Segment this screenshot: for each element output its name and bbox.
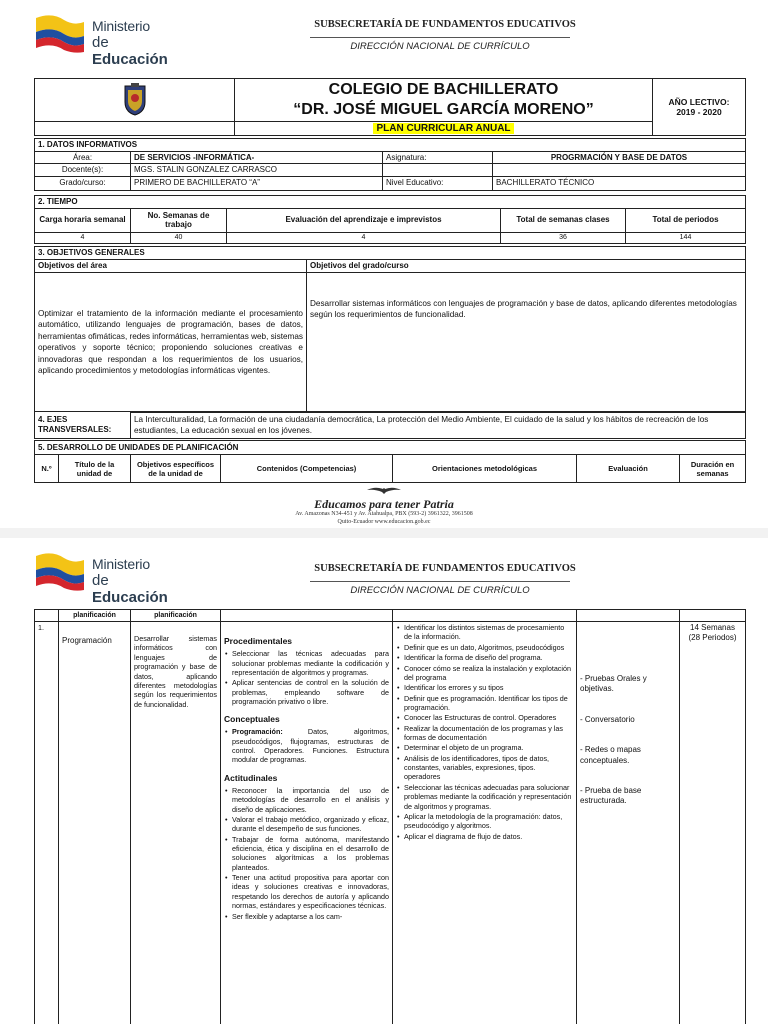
asignatura-value: PROGRMACIÓN Y BASE DE DATOS — [493, 151, 746, 164]
list-item: • Reconocer la importancia del uso de metodologías de desarrollo en el análisis y diseño de aplicaciones. — [224, 786, 389, 814]
page-separator — [0, 528, 768, 538]
list-item: • Trabajar de forma autónoma, manifestando eficiencia, ética y disciplina en el desarrollo de soluciones algorítmicas a los problemas planteados. — [224, 835, 389, 872]
conceptuales-list — [224, 727, 389, 764]
unit-duration — [680, 622, 746, 1024]
list-item: • Aplicar sentencias de control en la solución de problemas, empleando software de programación privativo o libre. — [224, 678, 389, 706]
orientaciones-list — [396, 623, 573, 841]
unit-objectives: Desarrollar sistemas informáticos con lenguajes de programación y base de datos, aplicando diferentes metodologías según los requerimientos de funcionalidad. — [131, 622, 221, 1024]
ecuador-flag-icon — [34, 550, 86, 592]
list-item: • Realizar la documentación de los programas y las formas de documentación — [396, 724, 573, 743]
plan-title-cell — [235, 122, 653, 136]
desarrollo-header-evaluacion: Evaluación — [577, 455, 680, 483]
objetivos-area-text: Optimizar el tratamiento de la información mediante el procesamiento automático, utilizando lenguajes de programación, bases de datos, herramientas ofimáticas, redes informáticas, herramientas web, sistemas operativos y soporte técnico; proponiendo soluciones creativas e innovadoras que respondan a los requerimientos de los usuarios, aplicando procedimientos y metodologías informáticas vigentes. — [35, 272, 307, 412]
cont-header-objetivos: planificación — [131, 610, 221, 622]
procedimentales-title: Procedimentales — [224, 636, 293, 647]
nivel-label: Nivel Educativo: — [383, 176, 493, 190]
ecuador-flag-icon — [34, 12, 86, 54]
list-item: • Seleccionar las técnicas adecuadas para solucionar problemas mediante la codificación y representación de algoritmos y programas. — [224, 649, 389, 677]
list-item: • Definir que es programación. Identificar los tipos de programación. — [396, 694, 573, 713]
tiempo-header-total-semanas: Total de semanas clases — [501, 208, 626, 232]
ministerio-logo-page2 — [34, 548, 184, 606]
procedimentales-list — [224, 649, 389, 706]
ejes-text: La Interculturalidad, La formación de una ciudadanía democrática, La protección del Medio Ambiente, El cuidado de la salud y los hábitos de recreación de los estudiantes, La educación sexual en los jóvenes. — [131, 412, 746, 439]
evaluation-item: - Prueba de base estructurada. — [580, 786, 642, 806]
tiempo-table — [34, 195, 746, 244]
unit-contents — [221, 622, 393, 1024]
school-crest-icon — [122, 82, 148, 116]
evaluation-item: - Conversatorio — [580, 714, 635, 724]
list-item: • Ser flexible y adaptarse a los cam- — [224, 912, 389, 921]
datos-informativos-table — [34, 138, 746, 191]
grado-value: PRIMERO DE BACHILLERATO “A” — [131, 176, 383, 190]
desarrollo-header-orientaciones: Orientaciones metodológicas — [393, 455, 577, 483]
desarrollo-header-objetivos: Objetivos específicos de la unidad de — [131, 455, 221, 483]
ano-lectivo-label: AÑO LECTIVO: — [668, 96, 730, 107]
duration-periods: (28 Periodos) — [688, 633, 737, 643]
list-item: • Identificar los distintos sistemas de procesamiento de la información. — [396, 623, 573, 642]
title-table — [34, 78, 746, 136]
logo-text-line2: de Educación — [92, 34, 168, 68]
school-name-line1: COLEGIO DE BACHILLERATO — [328, 81, 559, 98]
evaluation-item: - Pruebas Orales y objetivas. — [580, 674, 647, 694]
ano-lectivo-cell — [653, 79, 746, 136]
logo-text-line1: Ministerio — [92, 556, 150, 572]
objetivos-area-header: Objetivos del área — [35, 259, 307, 272]
ejes-table — [34, 411, 746, 439]
footer-address-line2: Quito-Ecuador www.educacion.gob.ec — [337, 518, 431, 525]
tiempo-header-total-periodos: Total de periodos — [626, 208, 746, 232]
list-item: • Programación: Datos, algoritmos, pseudocódigos, flujogramas, estructuras de control. Operadores. Funciones. Estructura modular de programas. — [224, 727, 389, 764]
grado-label: Grado/curso: — [35, 176, 131, 190]
ano-lectivo-value: 2019 - 2020 — [676, 107, 722, 117]
subsecretaria-heading: SUBSECRETARÍA DE FUNDAMENTOS EDUCATIVOS — [314, 19, 576, 30]
school-name-line2: “DR. JOSÉ MIGUEL GARCÍA MORENO” — [293, 101, 594, 118]
section-tiempo: 2. TIEMPO — [35, 196, 746, 209]
school-crest-cell — [35, 79, 235, 122]
direccion-heading: DIRECCIÓN NACIONAL DE CURRÍCULO — [310, 37, 570, 52]
logo-text-line2: de Educación — [92, 572, 168, 606]
unit-row — [35, 622, 746, 1024]
tiempo-value-semanas: 40 — [131, 232, 227, 243]
docente-value: MGS. STALIN GONZALEZ CARRASCO — [131, 164, 383, 177]
section-datos-informativos: 1. DATOS INFORMATIVOS — [35, 139, 746, 152]
logo-text-line1: Ministerio — [92, 18, 150, 34]
duration-weeks: 14 Semanas — [690, 623, 735, 633]
cont-header-titulo: planificación — [59, 610, 131, 622]
footer-slogan: Educamos para tener Patria — [314, 497, 454, 511]
plan-title: PLAN CURRICULAR ANUAL — [373, 123, 513, 134]
desarrollo-header-contenidos: Contenidos (Competencias) — [221, 455, 393, 483]
list-item: • Seleccionar las técnicas adecuadas para solucionar problemas mediante la codificación y representación de algoritmos y programas. — [396, 783, 573, 811]
desarrollo-header-titulo: Título de la unidad de — [59, 455, 131, 483]
ministerio-logo — [34, 10, 184, 68]
nivel-value: BACHILLERATO TÉCNICO — [493, 176, 746, 190]
tiempo-value-carga: 4 — [35, 232, 131, 243]
objetivos-grado-text: Desarrollar sistemas informáticos con lenguajes de programación y base de datos, aplicando diferentes metodologías según los requerimientos de funcionalidad. — [307, 272, 746, 412]
footer-address — [200, 511, 568, 526]
unit-title: Programación — [59, 622, 131, 1024]
unit-number: 1. — [35, 622, 59, 1024]
list-item: • Tener una actitud propositiva para aportar con ideas y soluciones creativas e innovadoras, respetando los derechos de autoría y aplicando normas, estándares y especificaciones técnicas. — [224, 873, 389, 910]
list-item: • Análisis de los identificadores, tipos de datos, constantes, variables, expresiones, tipos. operadores — [396, 754, 573, 782]
evaluation-item: - Redes o mapas conceptuales. — [580, 745, 641, 765]
docente-label: Docente(s): — [35, 164, 131, 177]
tiempo-header-carga: Carga horaria semanal — [35, 208, 131, 232]
tiempo-header-evaluacion: Evaluación del aprendizaje e imprevistos — [227, 208, 501, 232]
list-item: • Determinar el objeto de un programa. — [396, 743, 573, 752]
list-item: • Aplicar la metodología de la programación: datos, pseudocódigo y algoritmos. — [396, 812, 573, 831]
desarrollo-table — [34, 440, 746, 483]
list-item: • Definir que es un dato, Algoritmos, pseudocódigos — [396, 643, 573, 652]
tiempo-value-total-periodos: 144 — [626, 232, 746, 243]
objetivos-grado-header: Objetivos del grado/curso — [307, 259, 746, 272]
condor-emblem-icon — [366, 485, 402, 495]
tiempo-header-semanas: No. Semanas de trabajo — [131, 208, 227, 232]
school-name-cell — [235, 79, 653, 122]
section-objetivos: 3. OBJETIVOS GENERALES — [35, 247, 746, 260]
actitudinales-list — [224, 786, 389, 921]
unit-evaluation — [577, 622, 680, 1024]
section-desarrollo: 5. DESARROLLO DE UNIDADES DE PLANIFICACIÓN — [35, 441, 746, 455]
list-item: • Conocer las Estructuras de control. Operadores — [396, 713, 573, 722]
list-item: • Valorar el trabajo metódico, organizado y eficaz, durante el desempeño de sus funciones. — [224, 815, 389, 834]
actitudinales-title: Actitudinales — [224, 772, 278, 783]
unit-orientations — [393, 622, 577, 1024]
area-value: DE SERVICIOS -INFORMÁTICA- — [131, 151, 383, 164]
ejes-label: 4. EJES TRANSVERSALES: — [35, 412, 131, 439]
desarrollo-header-duracion: Duración en semanas — [680, 455, 746, 483]
list-item: • Identificar los errores y su tipos — [396, 683, 573, 692]
conceptuales-title: Conceptuales — [224, 714, 280, 725]
desarrollo-table-continued — [34, 609, 746, 1024]
tiempo-value-total-semanas: 36 — [501, 232, 626, 243]
subsecretaria-heading-page2: SUBSECRETARÍA DE FUNDAMENTOS EDUCATIVOS — [314, 563, 576, 574]
asignatura-label: Asignatura: — [383, 151, 493, 164]
desarrollo-header-num: N.º — [35, 455, 59, 483]
page-2 — [0, 538, 768, 1024]
footer-address-line1: Av. Amazonas N34-451 y Av. Atahualpa, PBX (593-2) 3961322, 3961508 — [295, 511, 473, 517]
tiempo-value-evaluacion: 4 — [227, 232, 501, 243]
area-label: Área: — [35, 151, 131, 164]
list-item: • Identificar la forma de diseño del programa. — [396, 653, 573, 662]
list-item: • Conocer cómo se realiza la instalación y explotación del programa — [396, 664, 573, 683]
objetivos-table — [34, 246, 746, 413]
list-item: • Aplicar el diagrama de flujo de datos. — [396, 832, 573, 841]
direccion-heading-page2: DIRECCIÓN NACIONAL DE CURRÍCULO — [310, 581, 570, 596]
